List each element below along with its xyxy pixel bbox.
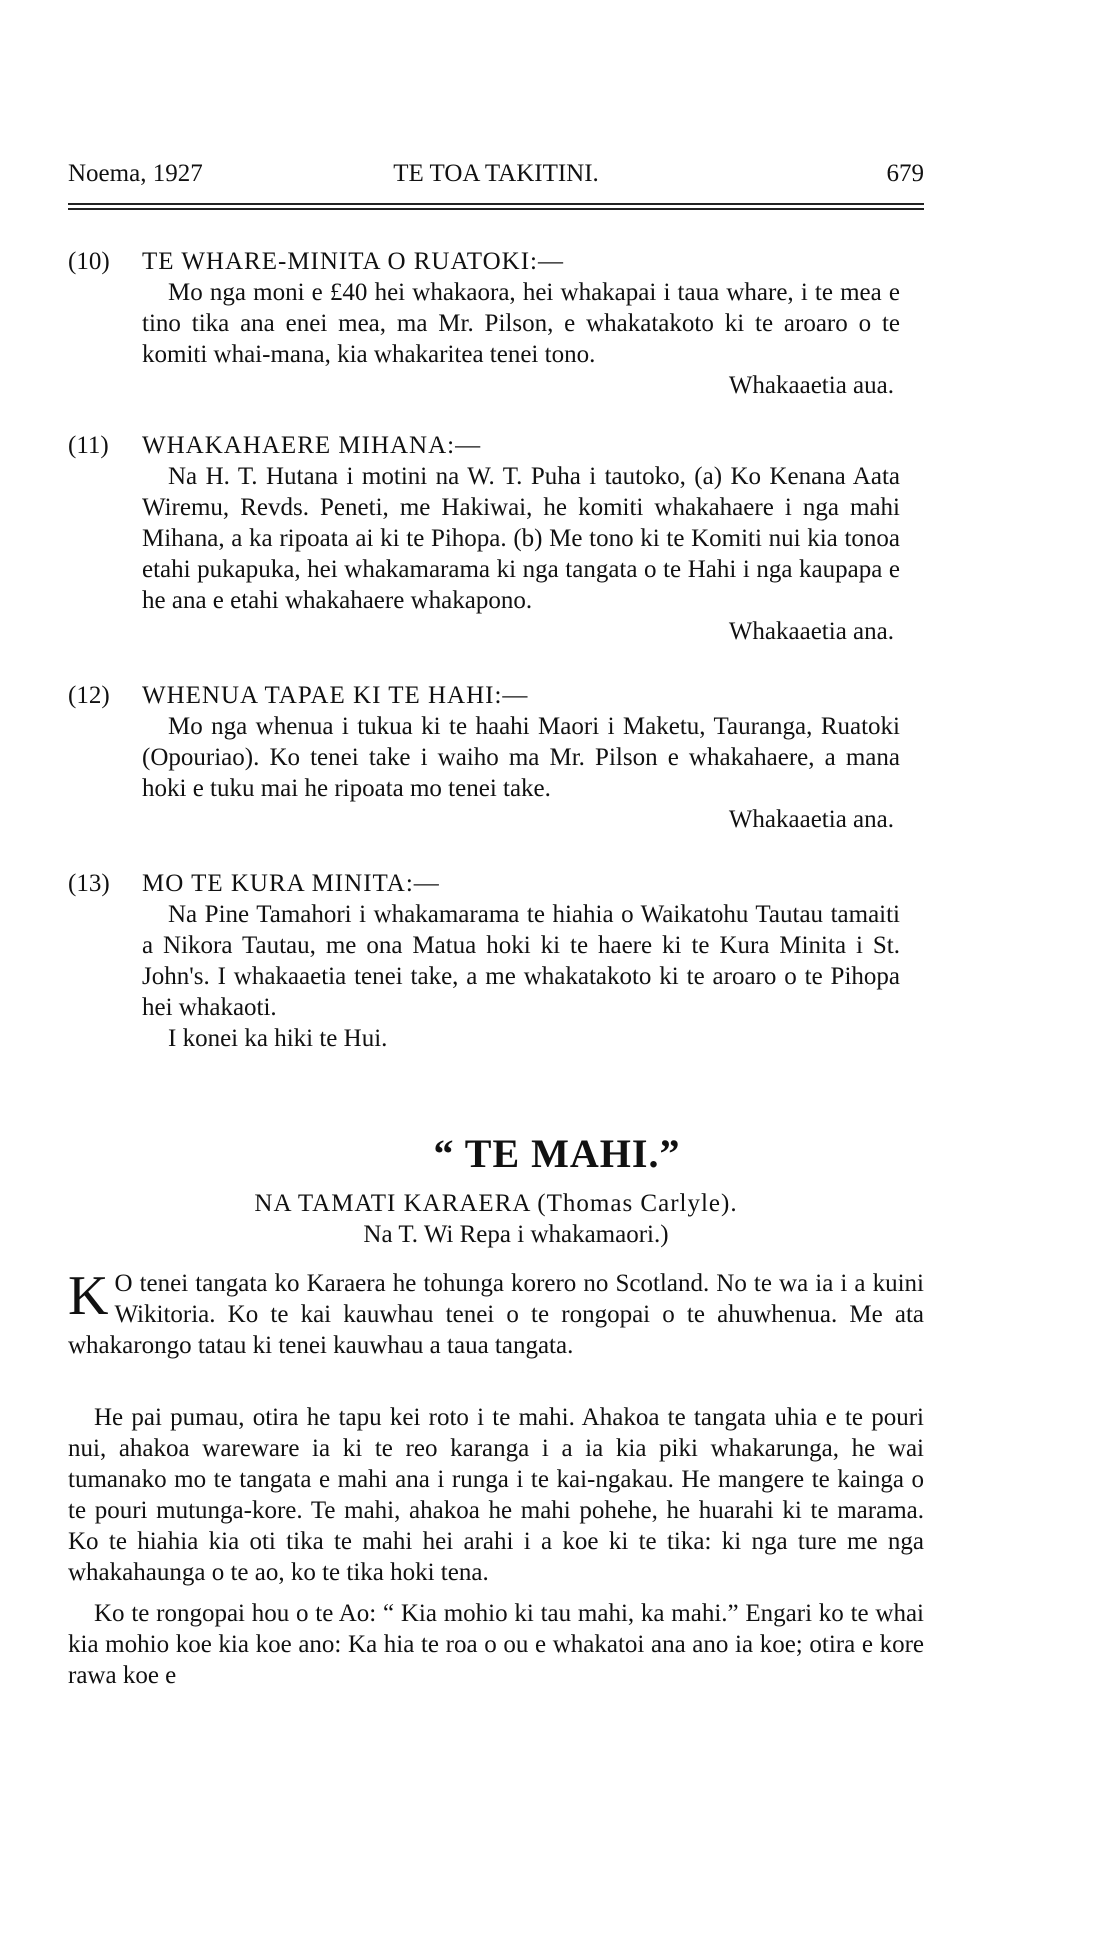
item-body <box>142 461 900 647</box>
item-number: (13) <box>68 870 110 897</box>
item-resolution: Whakaaetia aua. <box>728 372 894 399</box>
item-body <box>142 711 900 835</box>
article-byline <box>68 1188 924 1250</box>
item-text: Mo nga whenua i tukua ki te haahi Maori i Maketu, Tauranga, Ruatoki (Opouriao). Ko tenei take i waiho ma Mr. Pilson e whakahaere, a mana hoki e tuku mai he ripoata mo tenei take. <box>142 713 900 802</box>
item-title: WHAKAHAERE MIHANA:— <box>142 432 482 459</box>
header-rule-bottom <box>68 208 924 210</box>
item-number: (12) <box>68 682 110 709</box>
minutes-item-13 <box>68 868 924 1078</box>
running-header <box>68 160 924 196</box>
page-number: 679 <box>886 160 924 187</box>
item-number: (11) <box>68 432 109 459</box>
item-text: Na H. T. Hutana i motini na W. T. Puha i tautoko, (a) Ko Kenana Aata Wiremu, Revds. Peneti, me Hakiwai, he komiti whakahaere i nga mahi Mihana, a ka ripoata ai ki te Pihopa. (b) Me tono ki te Komiti nui kia tonoa etahi pukapuka, hei whakamarama ki nga tangata o te Hahi i nga kaupapa e he ana e etahi whakahaere whakapono. <box>142 463 900 614</box>
paragraph-text: O tenei tangata ko Karaera he tohunga korero no Scotland. No te wa ia i a kuini Wikitoria. Ko te kai kauwhau tenei o te rongopai o te ahuwhenua. Me ata whakarongo tatau ki tenei kauwhau a taua tangata. <box>68 1270 924 1359</box>
item-resolution: Whakaaetia ana. <box>728 806 894 833</box>
minutes-item-12 <box>68 680 924 860</box>
item-title: WHENUA TAPAE KI TE HAHI:— <box>142 682 529 709</box>
item-title: TE WHARE-MINITA O RUATOKI:— <box>142 248 564 275</box>
header-journal-title: TE TOA TAKITINI. <box>393 160 599 187</box>
article-paragraph: He pai pumau, otira he tapu kei roto i te mahi. Ahakoa te tangata uhia e te pouri nui, ahakoa wareware ia ki te reo karanga i a ia kia piki whakarunga, he wai tumanako mo te tangata e mahi ana i runga i te kai-ngakau. He mangere te kainga o te pouri mutunga-kore. Te mahi, ahakoa he mahi pohehe, he huarahi ki te marama. Ko te hiahia kia oti tika te mahi hei arahi i a koe ki te tika: ki nga ture me nga whakahaunga o te ao, ko te tika hoki tena. <box>68 1404 924 1586</box>
minutes-item-10 <box>68 246 924 446</box>
meeting-closing: I konei ka hiki te Hui. <box>168 1025 388 1052</box>
item-text: Mo nga moni e £40 hei whakaora, hei whakapai i taua whare, i te mea e tino tika ana enei mea, ma Mr. Pilson, e whakatakoto ki te aroaro o te komiti whai-mana, kia whakaritea tenei tono. <box>142 279 900 368</box>
minutes-item-11 <box>68 430 924 670</box>
item-body <box>142 277 900 401</box>
item-text: Na Pine Tamahori i whakamarama te hiahia o Waikatohu Tautau tamaiti a Nikora Tautau, me ona Matua hoki ki te haere ki te Kura Minita i St. John's. I whakaaetia tenei take, a me whakatakoto ki te aroaro o te Pihopa hei whakaoti. <box>142 901 900 1021</box>
item-body <box>142 899 900 1054</box>
article-paragraph <box>68 1265 924 1392</box>
item-title: MO TE KURA MINITA:— <box>142 870 440 897</box>
article-body <box>68 1265 924 1701</box>
article-paragraph: Ko te rongopai hou o te Ao: “ Kia mohio ki tau mahi, ka mahi.” Engari ko te whai kia mohio koe kia koe ano: Ka hia te roa o ou e whakatoi ana ano ia koe; otira e kore rawa koe e <box>68 1600 924 1689</box>
item-number: (10) <box>68 248 110 275</box>
byline-author: NA TAMATI KARAERA (Thomas Carlyle). <box>254 1190 738 1217</box>
item-resolution: Whakaaetia ana. <box>728 618 894 645</box>
header-date: Noema, 1927 <box>68 160 203 187</box>
byline-translator: Na T. Wi Repa i whakamaori.) <box>363 1221 669 1248</box>
article-title: “ TE MAHI.” <box>433 1131 681 1176</box>
header-rule-top <box>68 203 924 205</box>
drop-cap: K <box>68 1265 109 1327</box>
